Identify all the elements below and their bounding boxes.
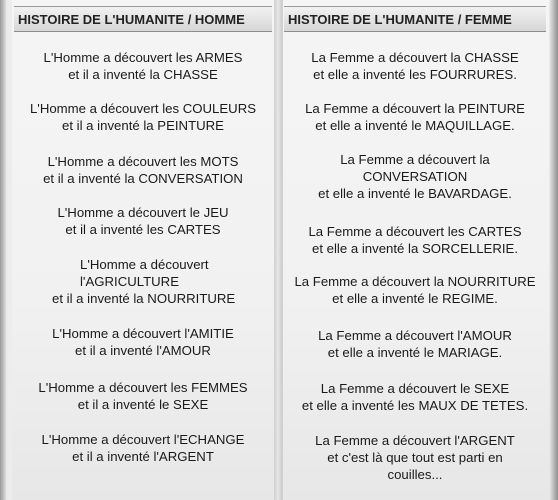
entry-line: et il a inventé la CONVERSATION — [43, 171, 243, 186]
femme-entry-1 — [284, 49, 546, 83]
column-divider — [274, 0, 282, 500]
homme-entry-7 — [14, 379, 272, 413]
entry-line: et il a inventé le SEXE — [77, 397, 209, 412]
femme-entry-7 — [284, 380, 546, 414]
femme-entry-8 — [284, 432, 546, 483]
femme-entry-4 — [284, 223, 546, 257]
entry-line: La Femme a découvert l'AMOUR — [318, 328, 512, 343]
homme-entry-2 — [14, 100, 272, 134]
homme-entry-8 — [14, 431, 272, 465]
entry-line: et il a inventé l'AMOUR — [75, 343, 211, 358]
entry-line: et c'est là que tout est parti en — [327, 450, 503, 465]
entry-line: L'Homme a découvert les FEMMES — [38, 380, 248, 395]
entry-line: La Femme a découvert le SEXE — [320, 381, 510, 396]
entry-line: et il a inventé la CHASSE — [68, 67, 218, 82]
left-edge-shadow — [0, 0, 6, 500]
entry-line: L'Homme a découvert l'ECHANGE — [41, 432, 245, 447]
entry-line: et elle a inventé les FOURRURES. — [313, 67, 517, 82]
entry-line: et elle a inventé le MAQUILLAGE. — [315, 118, 515, 133]
entry-line: L'Homme a découvert les MOTS — [47, 154, 239, 169]
femme-entry-6 — [284, 327, 546, 361]
femme-entry-2 — [284, 100, 546, 134]
entry-line: La Femme a découvert les CARTES — [308, 224, 522, 239]
entry-line: et elle a inventé le REGIME. — [332, 291, 498, 306]
homme-entry-6 — [14, 325, 272, 359]
homme-entry-3 — [14, 153, 272, 187]
femme-column-header: HISTOIRE DE L'HUMANITE / FEMME — [284, 6, 546, 32]
homme-entry-4 — [14, 204, 272, 238]
entry-line: L'Homme a découvert — [80, 257, 209, 272]
homme-entry-1 — [14, 49, 272, 83]
entry-line: l'AGRICULTURE — [80, 274, 179, 289]
entry-line: et il a inventé l'ARGENT — [72, 449, 214, 464]
entry-line: L'Homme a découvert l'AMITIE — [52, 326, 234, 341]
entry-line: La Femme a découvert la CHASSE — [311, 50, 519, 65]
entry-line: et elle a inventé les MAUX DE TETES. — [301, 398, 529, 413]
entry-line: couilles... — [387, 467, 443, 482]
femme-entry-5 — [284, 273, 546, 307]
entry-line: et il a inventé les CARTES — [65, 222, 221, 237]
entry-line: La Femme a découvert l'ARGENT — [315, 433, 515, 448]
homme-column-header: HISTOIRE DE L'HUMANITE / HOMME — [14, 6, 272, 32]
entry-line: La Femme a découvert la — [340, 152, 490, 167]
femme-entry-3 — [284, 151, 546, 202]
entry-line: L'Homme a découvert les COULEURS — [29, 101, 257, 116]
entry-line: et elle a inventé le BAVARDAGE. — [318, 186, 512, 201]
entry-line: La Femme a découvert la NOURRITURE — [294, 274, 536, 289]
entry-line: L'Homme a découvert les ARMES — [43, 50, 243, 65]
entry-line: et il a inventé la NOURRITURE — [52, 291, 236, 306]
homme-entry-5 — [52, 256, 262, 307]
entry-line: et il a inventé la PEINTURE — [62, 118, 224, 133]
entry-line: L'Homme a découvert le JEU — [57, 205, 229, 220]
right-edge-shadow — [550, 0, 558, 500]
entry-line: et elle a inventé la SORCELLERIE. — [312, 241, 518, 256]
entry-line: La Femme a découvert la PEINTURE — [305, 101, 525, 116]
entry-line: et elle a inventé le MARIAGE. — [327, 345, 503, 360]
entry-line: CONVERSATION — [362, 169, 468, 184]
